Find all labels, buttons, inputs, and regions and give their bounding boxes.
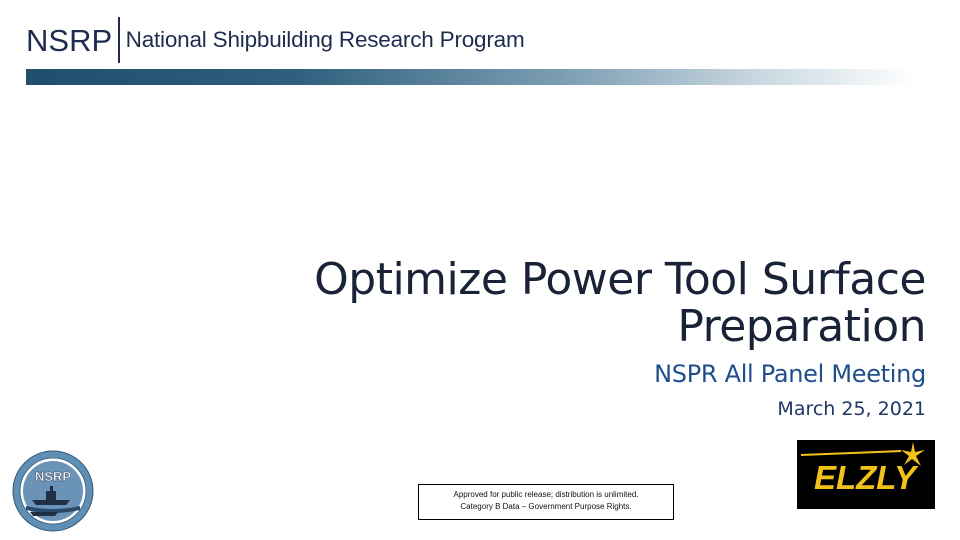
header-gradient-bar — [26, 69, 916, 85]
notice-line-2: Category B Data – Government Purpose Rights. — [460, 502, 632, 511]
elzly-logo — [797, 440, 935, 509]
elzly-logo-text: ELZLY — [813, 459, 917, 496]
slide-date: March 25, 2021 — [777, 398, 926, 420]
brand-divider — [118, 17, 120, 63]
brand-full-name: National Shipbuilding Research Program — [125, 26, 525, 52]
distribution-notice — [418, 484, 674, 520]
brand-abbreviation: NSRP — [26, 22, 113, 58]
slide-subtitle: NSPR All Panel Meeting — [654, 360, 926, 388]
nsrp-header-logo — [26, 14, 525, 66]
slide-title: Optimize Power Tool Surface Preparation — [314, 254, 926, 352]
nsrp-seal-logo — [12, 450, 94, 532]
notice-line-1: Approved for public release; distribution is unlimited. — [453, 490, 639, 499]
seal-text: NSRP — [34, 469, 72, 484]
